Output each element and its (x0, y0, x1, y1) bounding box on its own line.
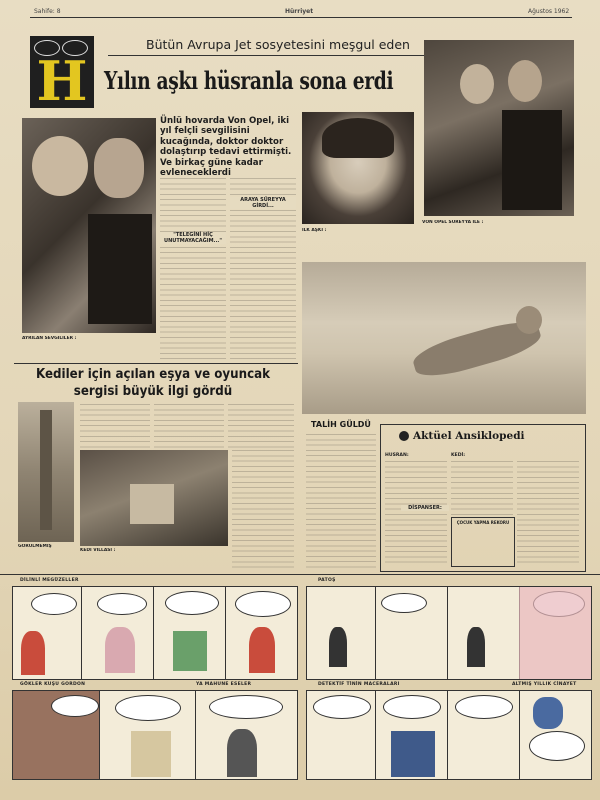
talih-body (306, 434, 376, 568)
caption-cats-right-title: KEDİ VİLLASI : (80, 548, 116, 553)
strip-1-title: DİLİNLİ MEGÜZELLER (20, 578, 79, 583)
caption-cats-right (80, 548, 226, 572)
term-husran: HUSRAN: (385, 453, 409, 458)
encyclopedia-box (380, 424, 586, 572)
character (329, 627, 347, 667)
tuxedo (88, 214, 152, 324)
page-number: Sahife: 8 (34, 8, 61, 15)
cats-rule (14, 363, 298, 364)
encyclopedia-col-1 (385, 461, 447, 565)
armchair-green (173, 631, 207, 671)
cats-body-3 (228, 404, 294, 448)
cat-tower-photo (18, 402, 74, 542)
cats-body-1 (80, 404, 150, 448)
main-headline: Yılın aşkı hüsranla sona erdi (104, 66, 394, 95)
cat-tower (40, 410, 52, 530)
main-deck: Ünlü hovarda Von Opel, iki yıl felçli sevgilisini kucağında, doktor doktor dolaştırıp tedavi ettirmişti. Ve birkaç güne kadar evleneceklerdi (160, 116, 292, 179)
speech-bubble (455, 695, 513, 719)
panel-divider (99, 691, 100, 779)
caption-cats-left-title: GÖRÜLMEMİŞ (18, 544, 52, 549)
record-box-title: ÇOCUK YAPMA REKORU (456, 520, 510, 525)
strip-5-title: DETEKTİF TİNİN MACERALARI (318, 682, 400, 687)
caption-right-title: VON OPEL SÜREYYA İLE : (422, 220, 484, 225)
encyclopedia-col-2 (451, 461, 513, 515)
strip-6-title: ALTMIŞ YILLIK CİNAYET (512, 682, 577, 687)
term-dispanser: DİSPANSER: (401, 505, 449, 511)
character-pink (105, 627, 135, 673)
speech-bubble (209, 695, 283, 719)
man-face (94, 138, 144, 198)
cats-body-4 (232, 450, 294, 570)
globe-icon (399, 431, 409, 441)
couple-photo (22, 118, 156, 333)
panel-divider (195, 691, 196, 779)
speech-bubble (381, 593, 427, 613)
comic-strip-2 (306, 586, 592, 680)
tuxedo (502, 110, 562, 210)
character-blue (533, 697, 563, 729)
caption-mid-title: İLK AŞKI : (302, 228, 327, 233)
hair (322, 118, 394, 158)
cats-headline: Kediler için açılan eşya ve oyuncak sergisi büyük ilgi gördü (35, 366, 271, 399)
caption-left (22, 336, 156, 366)
main-kicker: Bütün Avrupa Jet sosyetesini meşgul eden (146, 37, 410, 52)
body-text-lines (160, 178, 226, 364)
comic-strip-3 (12, 690, 298, 780)
speech-bubble (51, 695, 99, 717)
speech-bubble (165, 591, 219, 615)
caption-cats-left (18, 544, 78, 570)
character-red (249, 627, 275, 673)
woman-face (32, 136, 88, 196)
spacer (302, 416, 372, 418)
strip-4-title: YA MAHUNE ESELER (196, 682, 252, 687)
character (467, 627, 485, 667)
logo-letter: H (36, 49, 88, 113)
speech-bubble (383, 695, 441, 719)
encyclopedia-title: Aktüel Ansiklopedi (413, 430, 525, 442)
comic-strip-4 (306, 690, 592, 780)
panel-divider (375, 691, 376, 779)
beach-photo (302, 262, 586, 414)
panel-divider (375, 587, 376, 679)
cat-villa (130, 484, 174, 524)
speech-bubble (115, 695, 181, 721)
character (227, 729, 257, 777)
woman-face (460, 64, 494, 104)
caption-left-title: AYRILAN SEVGİLİLER : (22, 336, 77, 341)
panel-divider (81, 587, 82, 679)
speech-bubble (313, 695, 371, 719)
hurriyet-logo (30, 36, 94, 113)
encyclopedia-col-3 (517, 461, 579, 565)
cat-villa-photo (80, 450, 228, 546)
caption-right (422, 220, 574, 246)
comics-rule (0, 574, 600, 575)
panel-divider (447, 587, 448, 679)
portrait-photo (302, 112, 414, 224)
speech-bubble (31, 593, 77, 615)
term-kedi: KEDİ: (451, 453, 466, 458)
sunbather-head (516, 306, 542, 334)
comic-strip-1 (12, 586, 298, 680)
panel-divider (153, 587, 154, 679)
talih-title: TALİH GÜLDÜ (311, 420, 371, 429)
masthead-rule (30, 17, 572, 18)
subhead-1: ARAYA SÜREYYA GİRDİ... (230, 197, 296, 209)
character-blue (391, 731, 435, 777)
record-box (451, 517, 515, 567)
speech-bubble (97, 593, 147, 615)
caption-mid (302, 228, 410, 258)
strip-2-title: PATOŞ (318, 578, 336, 583)
dance-photo (424, 40, 574, 216)
panel-divider (225, 587, 226, 679)
strip-3-title: GÖKLER KUŞU GORDON (20, 682, 86, 687)
paper-name: Hürriyet (285, 8, 314, 15)
panel-divider (447, 691, 448, 779)
man-face (508, 60, 542, 102)
kicker-rule (108, 55, 438, 56)
panel-divider (519, 691, 520, 779)
issue-date: Ağustos 1962 (528, 8, 570, 15)
pink-panel (519, 587, 591, 679)
character (131, 731, 171, 777)
speech-bubble (529, 731, 585, 761)
character-red (21, 631, 45, 675)
subhead-2: "TELEGİNİ HİÇ UNUTMAYACAĞIM..." (160, 232, 226, 244)
speech-bubble (235, 591, 291, 617)
cats-body-2 (154, 404, 224, 448)
